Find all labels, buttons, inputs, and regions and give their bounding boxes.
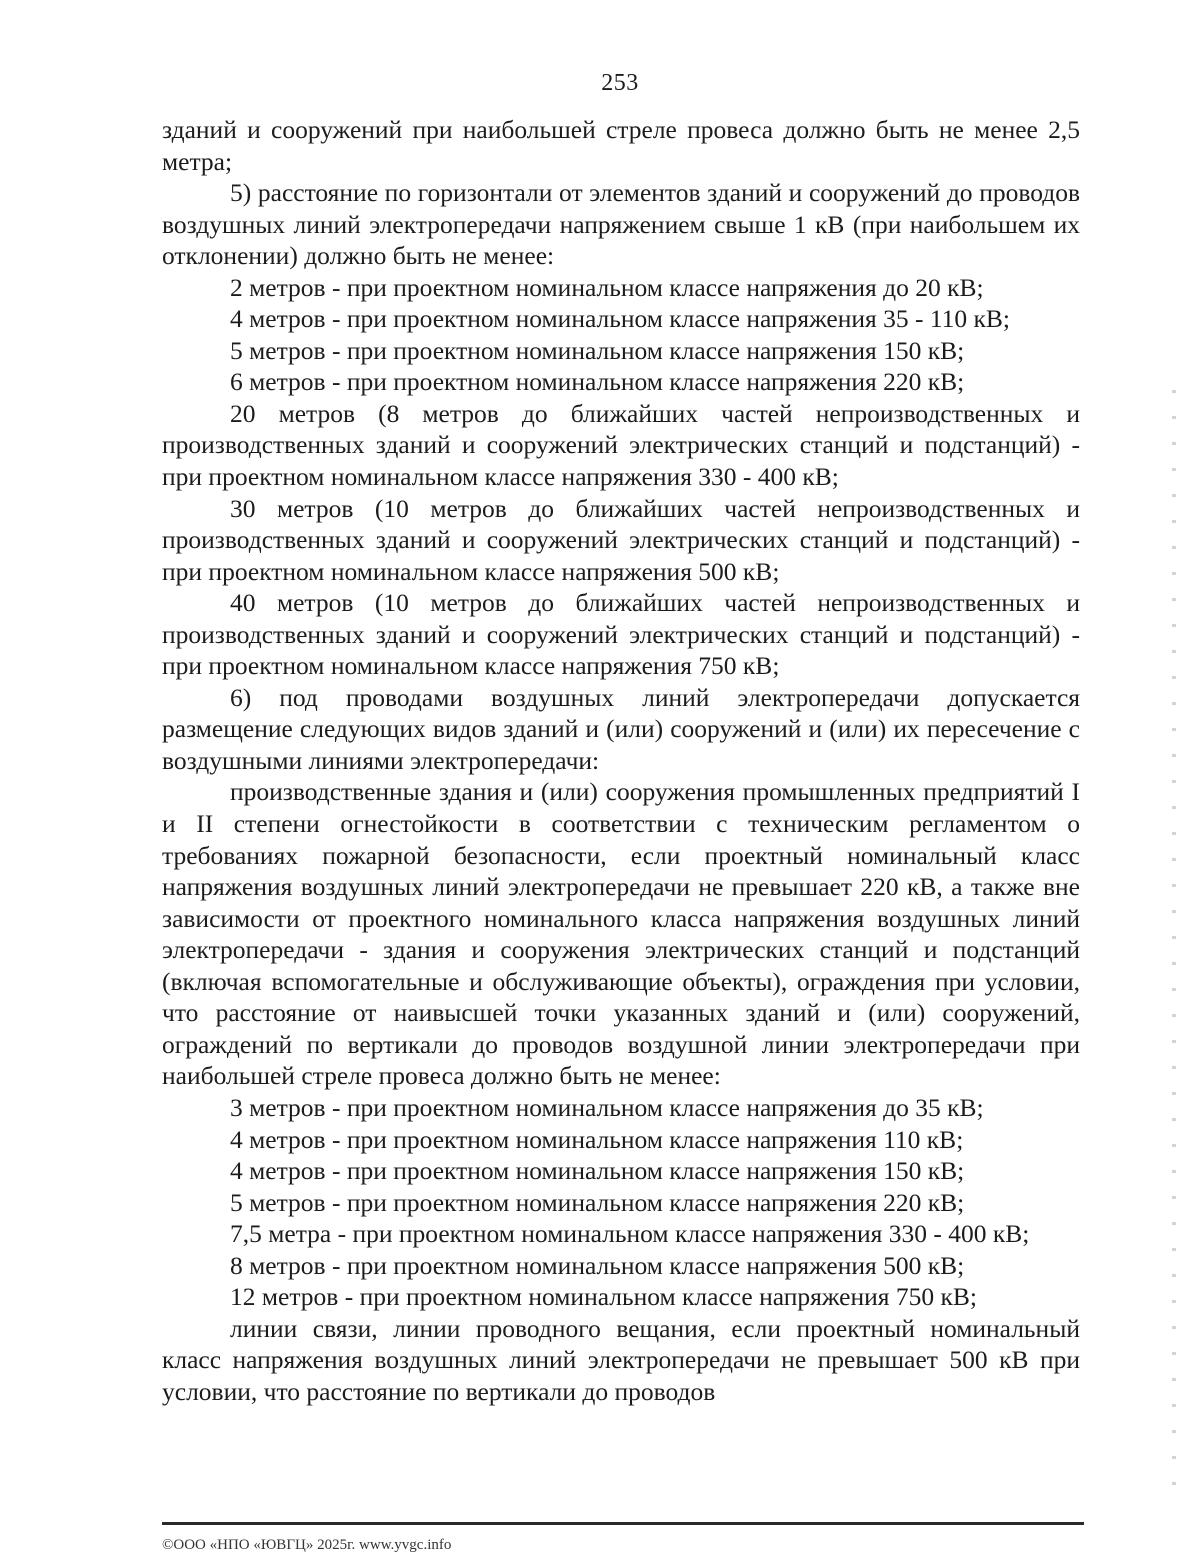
paragraph: 6) под проводами воздушных линий электропередачи допускается размещение следующих видов зданий и (или) сооружений и (или) их пересечение с воздушными линиями электропередачи: <box>162 682 1080 775</box>
list-item: 6 метров - при проектном номинальном классе напряжения 220 кВ; <box>230 367 965 397</box>
footer-divider <box>162 1522 1084 1525</box>
list-item: 4 метров - при проектном номинальном классе напряжения 150 кВ; <box>230 1156 965 1186</box>
list-item: 3 метров - при проектном номинальном классе напряжения до 35 кВ; <box>230 1092 984 1122</box>
list-item: 40 метров (10 метров до ближайших частей непроизводственных и производственных зданий и сооружений электрических станций и подстанций) - при проектном номинальном классе напряжения 750 кВ; <box>162 588 1080 681</box>
list-item: 20 метров (8 метров до ближайших частей непроизводственных и производственных зданий и сооружений электрических станций и подстанций) - при проектном номинальном классе напряжения 330 - 400 кВ; <box>162 398 1080 492</box>
list-item: 30 метров (10 метров до ближайших частей непроизводственных и производственных зданий и сооружений электрических станций и подстанций) - при проектном номинальном классе напряжения 500 кВ; <box>162 493 1080 586</box>
list-item: 5 метров - при проектном номинальном классе напряжения 220 кВ; <box>230 1187 965 1217</box>
list-item: 4 метров - при проектном номинальном классе напряжения 35 - 110 кВ; <box>230 304 1011 334</box>
paragraph: производственные здания и (или) сооружения промышленных предприятий I и II степени огнестойкости в соответствии с техническим регламентом о требованиях пожарной безопасности, если проектный номинальный класс напряжения воздушных линий электропередачи не превышает 220 кВ, а также вне зависимости от проектного номинального класса напряжения воздушных линий электропередачи - здания и сооружения электрических станций и подстанций (включая вспомогательные и обслуживающие объекты), ограждения при условии, что расстояние от наивысшей точки указанных зданий и (или) сооружений, ограждений по вертикали до проводов воздушной линии электропередачи при наибольшей стреле провеса должно быть не менее: <box>162 777 1080 1091</box>
footer-copyright: ©ООО «НПО «ЮВГЦ» 2025г. www.yvgc.info <box>162 1537 452 1553</box>
paragraph: линии связи, линии проводного вещания, если проектный номинальный класс напряжения воздушных линий электропередачи не превышает 500 кВ при условии, что расстояние по вертикали до проводов <box>162 1313 1080 1406</box>
list-item: 12 метров - при проектном номинальном классе напряжения 750 кВ; <box>230 1282 977 1312</box>
list-item: 4 метров - при проектном номинальном классе напряжения 110 кВ; <box>230 1124 964 1154</box>
paragraph: 5) расстояние по горизонтали от элементов зданий и сооружений до проводов воздушных линий электропередачи напряжением свыше 1 кВ (при наибольшем их отклонении) должно быть не менее: <box>162 178 1080 271</box>
paragraph: зданий и сооружений при наибольшей стреле провеса должно быть не менее 2,5 метра; <box>162 115 1080 176</box>
document-body <box>162 114 1080 1407</box>
list-item: 8 метров - при проектном номинальном классе напряжения 500 кВ; <box>230 1250 965 1280</box>
page-number: 253 <box>601 70 639 96</box>
scan-edge-marks <box>1172 390 1176 1490</box>
list-item: 7,5 метра - при проектном номинальном классе напряжения 330 - 400 кВ; <box>230 1219 1030 1249</box>
list-item: 5 метров - при проектном номинальном классе напряжения 150 кВ; <box>230 335 965 365</box>
list-item: 2 метров - при проектном номинальном классе напряжения до 20 кВ; <box>230 272 984 302</box>
